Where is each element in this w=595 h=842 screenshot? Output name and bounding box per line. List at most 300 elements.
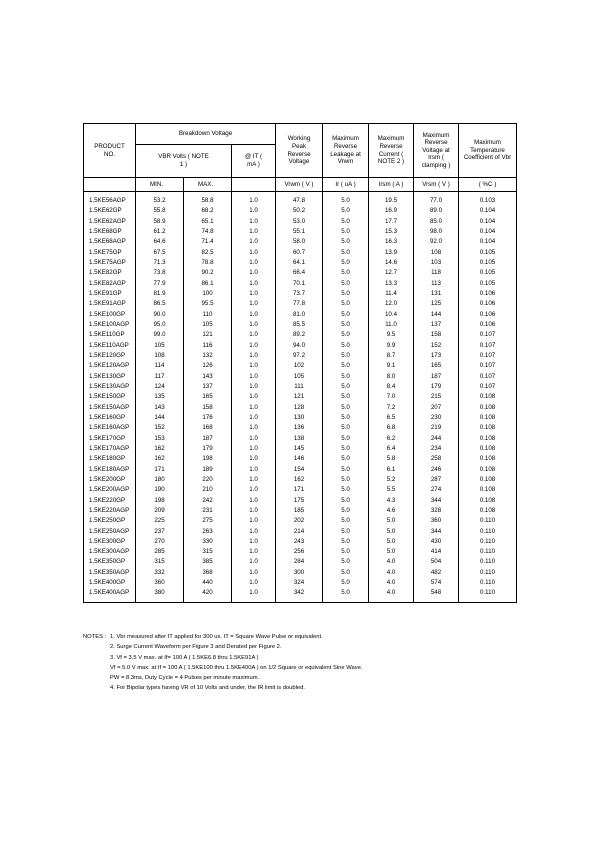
- table-cell: 0.110: [479, 579, 496, 587]
- table-cell: 1.0: [249, 279, 258, 287]
- table-cell: 1.5KE160AGP: [89, 424, 130, 432]
- table-cell: 4.0: [386, 558, 396, 566]
- table-cell: 246: [430, 465, 442, 473]
- table-cell: 5.8: [386, 455, 396, 463]
- table-cell: 1.0: [249, 197, 258, 204]
- table-cell: 0.103: [479, 197, 496, 204]
- table-cell: 58.8: [201, 197, 214, 204]
- table-cell: 4.6: [386, 506, 396, 514]
- table-cell: 225: [154, 517, 165, 525]
- table-cell: 360: [430, 517, 442, 525]
- table-cell: 162: [154, 444, 165, 452]
- table-cell: 68.2: [201, 207, 214, 215]
- table-cell: 9.9: [386, 341, 396, 349]
- table-cell: 263: [202, 527, 213, 535]
- table-cell: 237: [154, 527, 165, 535]
- table-cell: 504: [430, 558, 442, 566]
- table-cell: 0.106: [479, 300, 496, 308]
- table-cell: 0.110: [479, 527, 496, 535]
- table-cell: 9.5: [386, 331, 396, 339]
- table-cell: 65.1: [201, 217, 214, 225]
- table-cell: 0.107: [479, 331, 496, 339]
- table-cell: 73.7: [292, 289, 306, 297]
- table-cell: 1.0: [249, 300, 258, 308]
- table-cell: 368: [202, 568, 213, 576]
- unit-temp: ( %C ): [459, 178, 517, 192]
- current-header: Maximum Reverse Current ( NOTE 2 ): [369, 124, 414, 178]
- table-cell: 173: [430, 351, 442, 359]
- table-cell: 0.108: [479, 393, 496, 401]
- table-cell: 0.107: [479, 341, 496, 349]
- table-cell: 230: [430, 413, 442, 421]
- table-cell: 179: [430, 382, 442, 390]
- table-cell: 152: [154, 424, 165, 432]
- table-cell: 53.2: [153, 197, 166, 204]
- table-cell: 111: [294, 382, 304, 390]
- table-cell: 5.0: [386, 537, 396, 545]
- table-cell: 165: [430, 362, 442, 370]
- table-cell: 9.1: [386, 362, 396, 370]
- table-cell: 5.0: [341, 269, 350, 277]
- table-cell: 143: [154, 403, 165, 411]
- table-cell: 210: [202, 486, 213, 494]
- table-cell: 77.0: [429, 197, 443, 204]
- table-cell: 97.2: [292, 351, 306, 359]
- table-cell: 5.0: [341, 207, 350, 215]
- table-cell: 154: [293, 465, 305, 473]
- table-cell: 168: [202, 424, 213, 432]
- table-cell: 1.5KE100AGP: [89, 320, 130, 328]
- col-temp: [459, 192, 517, 603]
- table-cell: 1.5KE56AGP: [89, 197, 126, 204]
- table-cell: 1.5KE110GP: [89, 331, 125, 339]
- table-cell: 86.5: [153, 300, 166, 308]
- table-cell: 1.0: [249, 341, 258, 349]
- table-cell: 5.0: [341, 300, 350, 308]
- table-cell: 1.0: [249, 320, 258, 328]
- vbr-header: VBR Volts ( NOTE 1 ): [136, 145, 232, 178]
- note-item: 1. Vbr measured after IT applied for 300 us. IT = Square Wave Pulse or equivalent.: [110, 634, 323, 640]
- table-cell: 6.2: [386, 434, 396, 442]
- table-cell: 162: [154, 455, 165, 463]
- table-cell: 117: [154, 372, 165, 380]
- table-cell: 1.5KE170GP: [89, 434, 126, 442]
- table-cell: 74.8: [201, 227, 214, 235]
- table-cell: 6.1: [386, 465, 396, 473]
- table-cell: 256: [293, 548, 305, 556]
- table-cell: 1.5KE130AGP: [89, 382, 130, 390]
- table-cell: 1.5KE91AGP: [89, 300, 126, 308]
- table-cell: 0.110: [479, 537, 496, 545]
- table-cell: 187: [430, 372, 442, 380]
- table-cell: 1.0: [249, 568, 258, 576]
- table-cell: 0.105: [479, 279, 496, 287]
- table-cell: 1.5KE220GP: [89, 496, 126, 504]
- table-cell: 1.5KE220AGP: [89, 506, 130, 514]
- table-cell: 5.0: [341, 362, 350, 370]
- table-cell: 0.104: [479, 207, 496, 215]
- table-cell: 189: [202, 465, 213, 473]
- table-cell: 0.110: [479, 517, 496, 525]
- table-cell: 53.0: [292, 217, 306, 225]
- table-cell: 130: [293, 413, 305, 421]
- table-cell: 0.107: [479, 372, 496, 380]
- table-cell: 187: [202, 434, 213, 442]
- table-cell: 440: [202, 579, 213, 587]
- table-cell: 0.108: [479, 506, 496, 514]
- table-cell: 146: [293, 455, 305, 463]
- table-cell: 128: [293, 403, 305, 411]
- table-cell: 209: [154, 506, 165, 514]
- table-cell: 66.4: [292, 269, 306, 277]
- table-cell: 16.9: [384, 207, 398, 215]
- table-cell: 1.5KE150GP: [89, 393, 126, 401]
- table-cell: 1.5KE100GP: [89, 310, 126, 318]
- table-cell: 1.5KE62AGP: [89, 217, 126, 225]
- table-cell: 118: [431, 269, 441, 277]
- voltage-header: Maximum Reverse Voltage at Irsm ( clamping ): [414, 124, 459, 178]
- table-cell: 13.3: [384, 279, 398, 287]
- table-cell: 275: [202, 517, 213, 525]
- table-cell: 86.1: [201, 279, 214, 287]
- table-cell: 13.9: [384, 248, 398, 256]
- table-cell: 55.8: [153, 207, 166, 215]
- table-cell: 244: [430, 434, 442, 442]
- table-cell: 138: [293, 434, 305, 442]
- table-cell: 7.2: [386, 403, 396, 411]
- table-cell: 77.9: [153, 279, 166, 287]
- table-cell: 105: [202, 320, 213, 328]
- table-cell: 5.0: [341, 197, 350, 204]
- table-cell: 243: [293, 537, 305, 545]
- table-cell: 179: [202, 444, 213, 452]
- table-cell: 12.7: [384, 269, 398, 277]
- table-cell: 0.110: [479, 568, 496, 576]
- table-cell: 0.110: [479, 589, 496, 597]
- table-cell: 5.0: [341, 434, 350, 442]
- table-cell: 185: [293, 506, 305, 514]
- table-cell: 1.0: [249, 506, 258, 514]
- table-cell: 1.0: [249, 382, 258, 390]
- table-cell: 5.0: [341, 465, 350, 473]
- table-cell: 482: [430, 568, 442, 576]
- table-cell: 5.0: [341, 382, 350, 390]
- table-cell: 116: [202, 341, 213, 349]
- table-cell: 165: [202, 393, 213, 401]
- table-cell: 5.0: [341, 403, 350, 411]
- table-cell: 71.3: [153, 258, 166, 266]
- table-cell: 0.108: [479, 434, 496, 442]
- table-cell: 270: [154, 537, 165, 545]
- table-cell: 158: [202, 403, 213, 411]
- table-cell: 1.0: [249, 465, 258, 473]
- table-cell: 58.9: [153, 217, 166, 225]
- table-cell: 430: [430, 537, 442, 545]
- table-cell: 0.107: [479, 362, 496, 370]
- table-cell: 1.0: [249, 403, 258, 411]
- table-cell: 5.0: [341, 475, 350, 483]
- table-cell: 315: [154, 558, 165, 566]
- table-cell: 215: [430, 393, 442, 401]
- table-cell: 5.0: [341, 496, 350, 504]
- table-cell: 5.0: [341, 279, 350, 287]
- table-cell: 198: [154, 496, 165, 504]
- table-cell: 242: [202, 496, 213, 504]
- table-cell: 158: [430, 331, 442, 339]
- table-cell: 98.0: [429, 227, 443, 235]
- table-cell: 5.0: [386, 548, 396, 556]
- table-cell: 1.0: [249, 589, 258, 597]
- table-cell: 152: [430, 341, 442, 349]
- table-cell: 1.0: [249, 227, 258, 235]
- table-cell: 153: [154, 434, 165, 442]
- max-header: MAX.: [184, 178, 232, 192]
- table-cell: 0.108: [479, 465, 496, 473]
- table-cell: 1.0: [249, 496, 258, 504]
- table-cell: 284: [293, 558, 305, 566]
- table-cell: 0.108: [479, 444, 496, 452]
- table-cell: 8.0: [386, 372, 396, 380]
- table-cell: 108: [154, 351, 165, 359]
- table-cell: 121: [202, 331, 213, 339]
- table-cell: 89.2: [292, 331, 306, 339]
- it-unit-cell: [232, 178, 276, 192]
- table-cell: 1.0: [249, 258, 258, 266]
- table-cell: 61.2: [153, 227, 166, 235]
- note-item: 2. Surge Current Waveform per Figure 3 and Derated per Figure 2.: [110, 644, 282, 651]
- table-cell: 1.0: [249, 558, 258, 566]
- table-cell: 1.5KE82GP: [89, 269, 122, 277]
- table-cell: 202: [293, 517, 305, 525]
- table-cell: 78.8: [201, 258, 214, 266]
- table-cell: 105: [154, 341, 165, 349]
- col-vrwm: [276, 192, 323, 603]
- table-cell: 1.5KE75AGP: [89, 258, 126, 266]
- table-cell: 5.0: [341, 310, 350, 318]
- table-cell: 1.5KE400AGP: [89, 589, 130, 597]
- table-cell: 332: [154, 568, 165, 576]
- col-irsm: [369, 192, 414, 603]
- table-cell: 1.0: [249, 331, 258, 339]
- table-cell: 7.0: [386, 393, 396, 401]
- table-cell: 105: [293, 372, 305, 380]
- table-cell: 328: [430, 506, 442, 514]
- table-cell: 414: [430, 548, 442, 556]
- table-cell: 1.0: [249, 486, 258, 494]
- table-cell: 1.5KE250AGP: [89, 527, 130, 535]
- table-cell: 85.0: [429, 217, 443, 225]
- table-cell: 1.5KE150AGP: [89, 403, 130, 411]
- table-cell: 0.107: [479, 382, 496, 390]
- table-cell: 81.9: [153, 289, 166, 297]
- table-cell: 89.0: [429, 207, 443, 215]
- col-it: [232, 192, 276, 603]
- table-cell: 1.0: [249, 413, 258, 421]
- table-cell: 1.5KE400GP: [89, 579, 126, 587]
- table-cell: 171: [154, 465, 165, 473]
- table-cell: 15.3: [384, 227, 398, 235]
- table-cell: 5.0: [341, 320, 350, 328]
- table-cell: 77.8: [292, 300, 306, 308]
- table-cell: 1.5KE120GP: [89, 351, 126, 359]
- table-cell: 1.0: [249, 434, 258, 442]
- table-cell: 1.0: [249, 527, 258, 535]
- table-cell: 113: [431, 279, 441, 287]
- table-cell: 47.8: [292, 197, 306, 204]
- table-cell: 126: [202, 362, 213, 370]
- table-cell: 16.3: [384, 238, 398, 246]
- table-cell: 110: [202, 310, 213, 318]
- unit-irsm: Irsm ( A ): [369, 178, 414, 192]
- table-cell: 330: [202, 537, 213, 545]
- table-cell: 1.0: [249, 455, 258, 463]
- table-cell: 100: [202, 289, 213, 297]
- table-cell: 5.0: [341, 589, 350, 597]
- table-cell: 258: [430, 455, 442, 463]
- table-cell: 95.5: [201, 300, 214, 308]
- data-body-row: [84, 192, 517, 603]
- table-cell: 5.0: [341, 351, 350, 359]
- table-cell: 1.0: [249, 372, 258, 380]
- table-cell: 287: [430, 475, 442, 483]
- note-item: PW = 8.3ms, Duty Cycle = 4 Pulses per minute maximum.: [110, 675, 260, 682]
- table-cell: 95.0: [153, 320, 166, 328]
- table-cell: 5.0: [341, 217, 350, 225]
- table-cell: 60.7: [292, 248, 306, 256]
- temp-coefficient-header: Maximum Temperature Coefficient of Vbr: [459, 124, 517, 178]
- note-item: 3. Vf = 3.5 V max. at If= 100 A ( 1.5KE6.8 thru 1.5KE91A ): [110, 654, 259, 661]
- table-cell: 5.0: [341, 289, 350, 297]
- table-cell: 5.0: [341, 537, 350, 545]
- table-cell: 1.0: [249, 310, 258, 318]
- table-cell: 1.5KE170AGP: [89, 444, 130, 452]
- table-cell: 574: [430, 579, 442, 587]
- table-cell: 94.0: [292, 341, 306, 349]
- table-cell: 4.0: [386, 568, 396, 576]
- table-cell: 1.0: [249, 444, 258, 452]
- table-cell: 1.0: [249, 424, 258, 432]
- table-cell: 0.105: [479, 258, 496, 266]
- table-cell: 0.106: [479, 310, 496, 318]
- table-cell: 0.108: [479, 455, 496, 463]
- table-cell: 5.0: [341, 413, 350, 421]
- table-cell: 114: [154, 362, 165, 370]
- table-cell: 1.5KE91GP: [89, 289, 122, 297]
- unit-vrsm: Vrsm ( V ): [414, 178, 459, 192]
- table-cell: 0.108: [479, 413, 496, 421]
- col-product: [84, 192, 136, 603]
- table-cell: 11.0: [385, 320, 397, 328]
- table-cell: 0.104: [479, 217, 496, 225]
- table-cell: 19.5: [384, 197, 398, 204]
- table-cell: 55.1: [292, 227, 306, 235]
- table-cell: 136: [293, 424, 305, 432]
- table-cell: 6.8: [386, 424, 396, 432]
- table-cell: 234: [430, 444, 442, 452]
- table-cell: 5.0: [341, 227, 350, 235]
- notes-list: [110, 632, 530, 694]
- table-cell: 1.5KE350AGP: [89, 568, 130, 576]
- table-cell: 0.107: [479, 351, 496, 359]
- table-cell: 5.0: [341, 444, 350, 452]
- table-cell: 0.108: [479, 424, 496, 432]
- table-cell: 5.0: [341, 579, 350, 587]
- note-item: Vf = 5.0 V max. at If = 100 A ( 1.5KE100 thru 1.5KE400A ) on 1/2 Square or equivalent Sine Wave.: [110, 664, 363, 671]
- table-cell: 207: [430, 403, 442, 411]
- table-cell: 137: [202, 382, 213, 390]
- table-cell: 5.0: [341, 248, 350, 256]
- table-cell: 420: [202, 589, 213, 597]
- table-cell: 162: [293, 475, 305, 483]
- working-voltage-header: Working Peak Reverse Voltage: [276, 124, 323, 178]
- table-cell: 137: [430, 320, 442, 328]
- table-cell: 1.5KE200GP: [89, 475, 126, 483]
- table-cell: 145: [293, 444, 305, 452]
- table-cell: 1.0: [249, 362, 258, 370]
- table-cell: 67.5: [153, 248, 166, 256]
- table-cell: 0.105: [479, 269, 496, 277]
- table-cell: 92.0: [429, 238, 443, 246]
- table-cell: 315: [202, 548, 213, 556]
- table-cell: 5.0: [341, 548, 350, 556]
- table-cell: 103: [430, 258, 442, 266]
- table-cell: 1.5KE300AGP: [89, 548, 130, 556]
- breakdown-voltage-header: Breakdown Voltage: [136, 124, 276, 145]
- table-cell: 8.4: [386, 382, 396, 390]
- table-cell: 1.0: [249, 475, 258, 483]
- table-cell: 0.108: [479, 475, 496, 483]
- table-cell: 219: [430, 424, 442, 432]
- table-cell: 5.0: [341, 568, 350, 576]
- table-cell: 1.5KE110AGP: [89, 341, 129, 349]
- table-cell: 90.2: [201, 269, 214, 277]
- empty-unit-cell: [84, 178, 136, 192]
- table-cell: 1.5KE62GP: [89, 207, 122, 215]
- table-cell: 214: [293, 527, 305, 535]
- table-cell: 4.0: [386, 589, 396, 597]
- col-vbr-min: [136, 192, 184, 603]
- table-cell: 1.0: [249, 207, 258, 215]
- table-cell: 180: [154, 475, 165, 483]
- table-cell: 0.105: [479, 248, 496, 256]
- table-cell: 102: [293, 362, 305, 370]
- table-cell: 5.0: [341, 372, 350, 380]
- table-cell: 1.5KE200AGP: [89, 486, 130, 494]
- table-cell: 300: [293, 568, 305, 576]
- table-cell: 135: [154, 393, 165, 401]
- table-cell: 1.5KE68AGP: [89, 238, 126, 246]
- table-cell: 1.0: [249, 548, 258, 556]
- table-cell: 1.0: [249, 517, 258, 525]
- table-cell: 5.0: [341, 486, 350, 494]
- table-cell: 70.1: [292, 279, 306, 287]
- table-cell: 10.4: [384, 310, 398, 318]
- table-cell: 5.0: [341, 517, 350, 525]
- table-cell: 6.5: [386, 413, 396, 421]
- table-cell: 0.104: [479, 238, 496, 246]
- table-cell: 198: [202, 455, 213, 463]
- table-cell: 274: [430, 486, 442, 494]
- table-cell: 175: [293, 496, 305, 504]
- table-cell: 14.6: [384, 258, 398, 266]
- table-cell: 5.0: [386, 517, 396, 525]
- table-cell: 11.4: [385, 289, 397, 297]
- table-cell: 144: [154, 413, 165, 421]
- table-cell: 1.5KE300GP: [89, 537, 126, 545]
- leakage-header: Maximum Reverse Leakage at Vrwm: [323, 124, 369, 178]
- table-cell: 1.5KE250GP: [89, 517, 126, 525]
- table-cell: 5.0: [341, 455, 350, 463]
